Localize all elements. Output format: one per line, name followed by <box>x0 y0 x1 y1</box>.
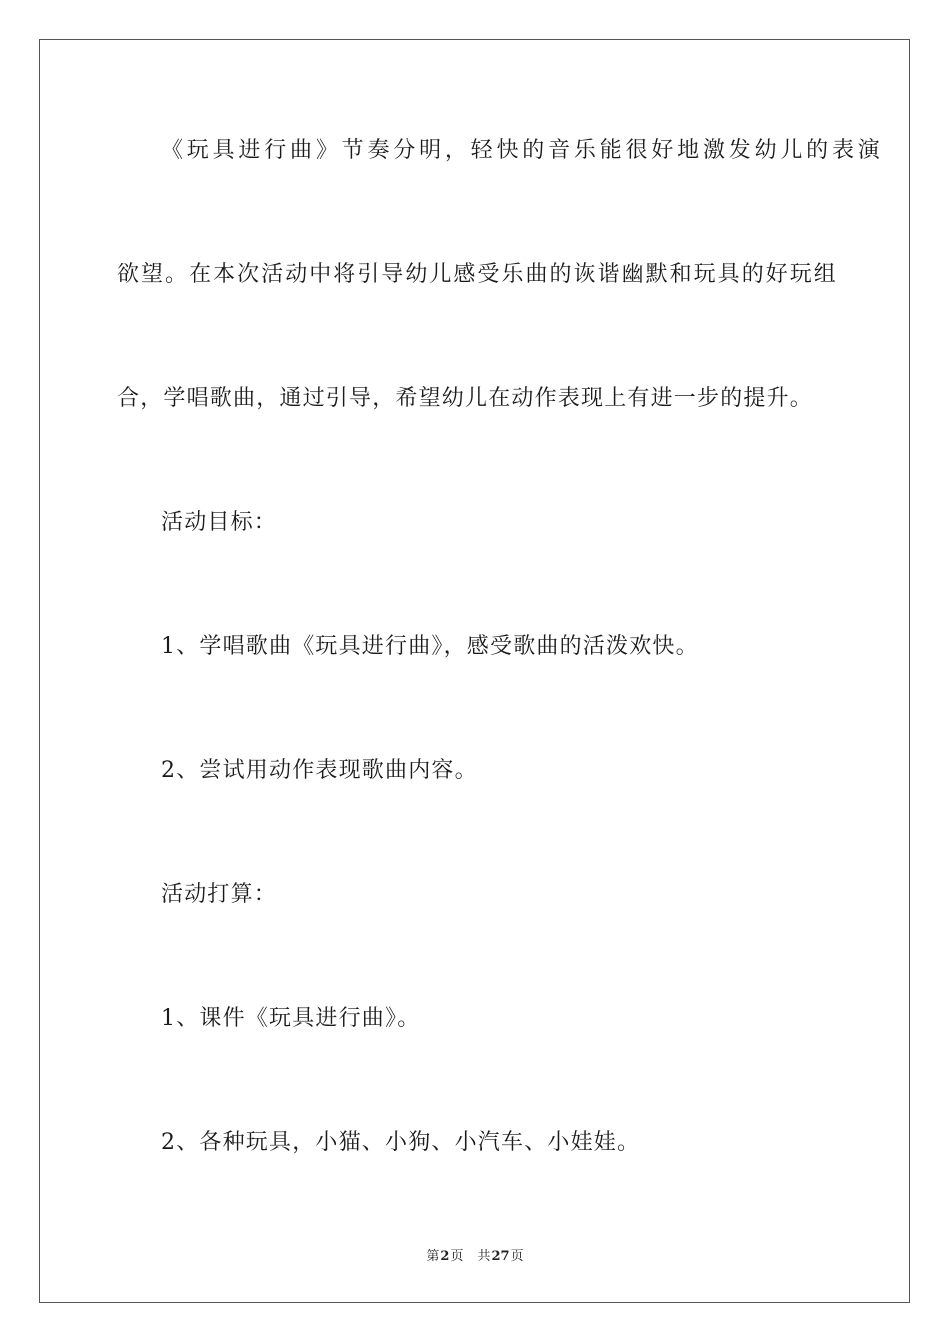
page-footer <box>0 1248 950 1266</box>
footer-page-current: 2 <box>440 1249 450 1264</box>
footer-total-prefix: 共 <box>477 1249 491 1264</box>
intro-line-1: 《玩具进行曲》节奏分明，轻快的音乐能很好地激发幼儿的表演 <box>161 138 881 163</box>
footer-page-suffix: 页 <box>450 1249 464 1264</box>
prep-heading: 活动打算： <box>161 882 278 907</box>
intro-line-3: 合，学唱歌曲，通过引导，希望幼儿在动作表现上有进一步的提升。 <box>117 386 814 411</box>
goal-item-2: 2、尝试用动作表现歌曲内容。 <box>161 758 478 783</box>
footer-page-prefix: 第 <box>426 1249 440 1264</box>
intro-line-2: 欲望。在本次活动中将引导幼儿感受乐曲的诙谐幽默和玩具的好玩组 <box>117 262 837 287</box>
footer-page-total: 27 <box>491 1249 510 1264</box>
prep-item-2: 2、各种玩具，小猫、小狗、小汽车、小娃娃。 <box>161 1130 641 1155</box>
page-border <box>39 39 910 1303</box>
goal-item-1: 1、学唱歌曲《玩具进行曲》，感受歌曲的活泼欢快。 <box>161 634 699 659</box>
prep-item-1: 1、课件《玩具进行曲》。 <box>161 1006 421 1031</box>
goals-heading: 活动目标： <box>161 510 278 535</box>
footer-total-suffix: 页 <box>510 1249 524 1264</box>
